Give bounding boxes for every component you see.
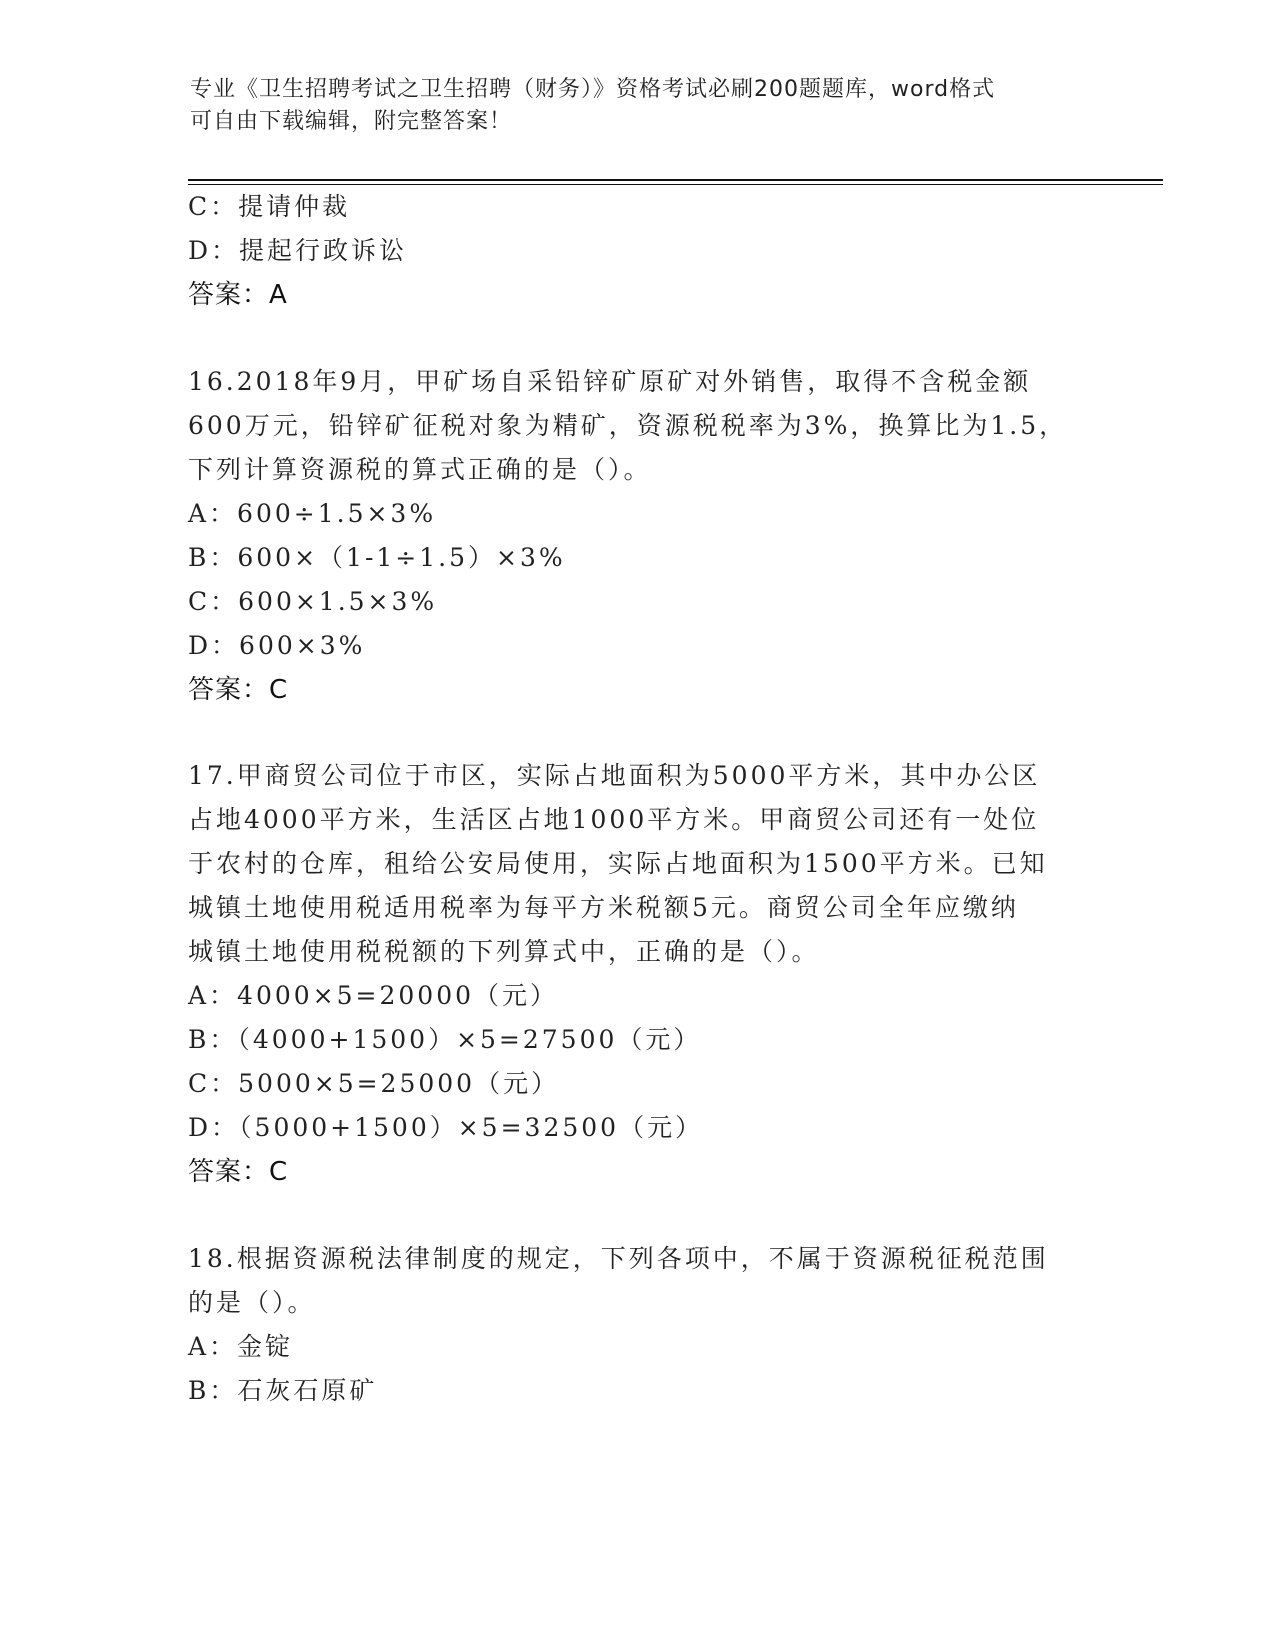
q16-stem-line-2: 600万元，铅锌矿征税对象为精矿，资源税税率为3%，换算比为1.5， [188, 411, 1068, 440]
q16-option-a: A：600÷1.5×3% [188, 499, 437, 528]
q16-answer: 答案：C [188, 675, 289, 705]
q17-stem-line-2: 占地4000平方米，生活区占地1000平方米。甲商贸公司还有一处位 [188, 805, 1040, 834]
q17-option-d: D：（5000+1500）×5=32500（元） [188, 1113, 704, 1142]
q18-option-a: A：金锭 [188, 1332, 294, 1361]
q15-option-c: C：提请仲裁 [188, 192, 351, 221]
q16-option-d: D：600×3% [188, 631, 366, 660]
q16-stem-line-1: 16.2018年9月，甲矿场自采铅锌矿原矿对外销售，取得不含税金额 [188, 367, 1032, 396]
q18-stem-line-2: 的是（）。 [188, 1288, 316, 1317]
q17-option-a: A：4000×5=20000（元） [188, 981, 559, 1010]
header-divider-thin [188, 184, 1163, 185]
q17-stem-line-5: 城镇土地使用税税额的下列算式中，正确的是（）。 [188, 937, 820, 966]
q16-option-b: B：600×（1-1÷1.5）×3% [188, 543, 566, 572]
q16-option-c: C：600×1.5×3% [188, 587, 438, 616]
q17-stem-line-1: 17.甲商贸公司位于市区，实际占地面积为5000平方米，其中办公区 [188, 761, 1041, 790]
q18-stem-line-1: 18.根据资源税法律制度的规定，下列各项中，不属于资源税征税范围 [188, 1244, 1049, 1273]
q17-option-c: C：5000×5=25000（元） [188, 1069, 560, 1098]
q16-stem-line-3: 下列计算资源税的算式正确的是（）。 [188, 455, 652, 484]
header-line-2: 可自由下载编辑，附完整答案！ [190, 109, 513, 134]
q15-answer: 答案：A [188, 280, 288, 310]
q17-answer: 答案：C [188, 1157, 289, 1187]
q18-option-b: B：石灰石原矿 [188, 1376, 378, 1405]
q15-option-d: D：提起行政诉讼 [188, 236, 408, 265]
q17-stem-line-4: 城镇土地使用税适用税率为每平方米税额5元。商贸公司全年应缴纳 [188, 893, 1019, 922]
header-divider-thick [188, 179, 1163, 181]
q17-option-b: B：（4000+1500）×5=27500（元） [188, 1025, 702, 1054]
q17-stem-line-3: 于农村的仓库，租给公安局使用，实际占地面积为1500平方米。已知 [188, 849, 1048, 878]
page-header [190, 74, 1070, 138]
header-line-1: 专业《卫生招聘考试之卫生招聘（财务）》资格考试必刷200题题库，word格式 [190, 77, 996, 102]
